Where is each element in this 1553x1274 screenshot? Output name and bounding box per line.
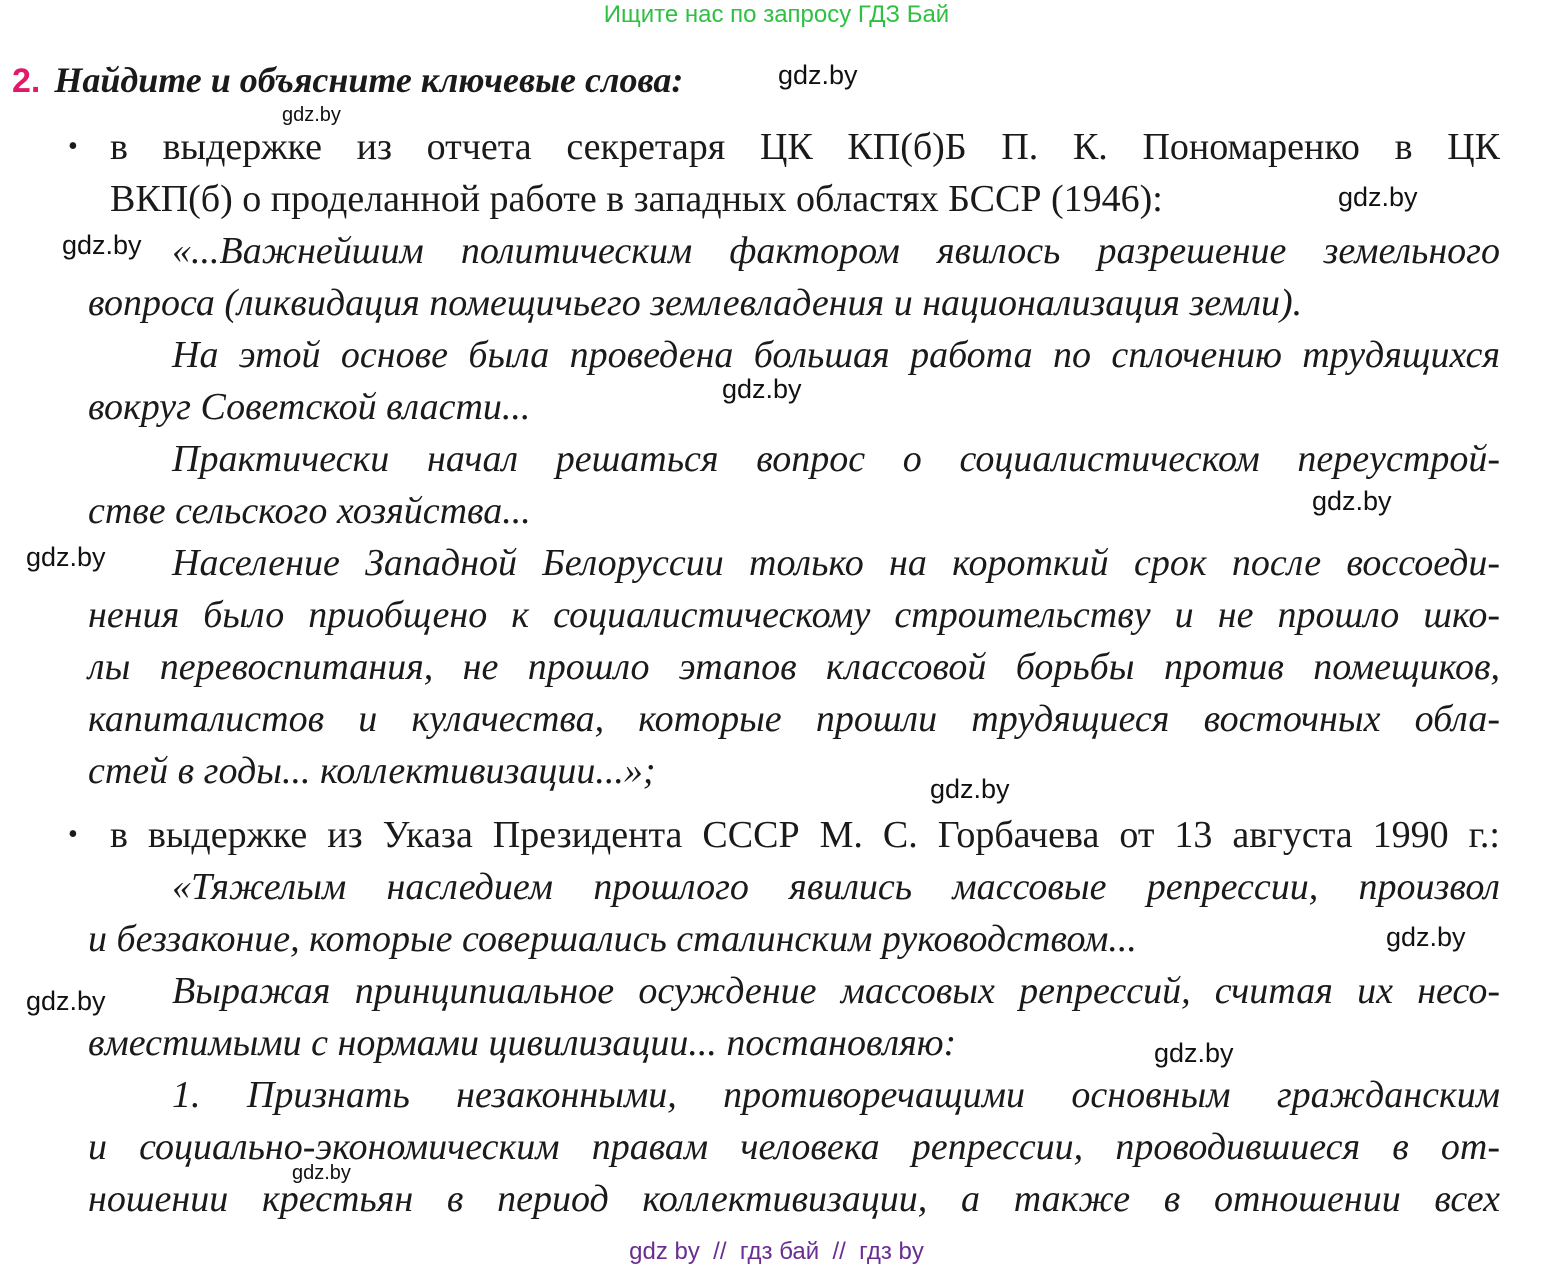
task-title: [12, 58, 683, 103]
quote-line: «Тяжелым наследием прошлого явились массовые репрессии, произвол: [172, 866, 1500, 908]
task-number: 2.: [12, 62, 41, 100]
quote-line: 1. Признать незаконными, противоречащими основным гражданским: [172, 1074, 1500, 1116]
quote-line: вопроса (ликвидация помещичьего землевладения и национализация земли).: [88, 282, 1303, 324]
watermark-text: gdz.by: [1386, 922, 1466, 952]
bullet-marker: •: [68, 131, 78, 162]
watermark-text: gdz.by: [292, 1162, 351, 1184]
quote-line: и социально-экономическим правам человека репрессии, проводившиеся в от-: [88, 1126, 1500, 1168]
quote-line: На этой основе была проведена большая работа по сплочению трудящихся: [172, 334, 1500, 376]
watermark-text: gdz.by: [930, 774, 1010, 804]
watermark-text: gdz.by: [722, 374, 802, 404]
quote-line: капиталистов и кулачества, которые прошли трудящиеся восточных обла-: [88, 698, 1500, 740]
quote-line: и беззаконие, которые совершались сталинским руководством...: [88, 918, 1137, 960]
quote-line: вместимыми с нормами цивилизации... постановляю:: [88, 1022, 957, 1064]
watermark-text: gdz.by: [1154, 1038, 1234, 1068]
watermark-text: gdz.by: [26, 986, 106, 1016]
quote-line: стве сельского хозяйства...: [88, 490, 531, 532]
quote-line: Выражая принципиальное осуждение массовых репрессий, считая их несо-: [172, 970, 1500, 1012]
quote-line: вокруг Советской власти...: [88, 386, 531, 428]
quote-line: «...Важнейшим политическим фактором явилось разрешение земельного: [172, 230, 1500, 272]
watermark-text: gdz.by: [62, 230, 142, 260]
bullet-intro-line: ВКП(б) о проделанной работе в западных областях БССР (1946):: [110, 178, 1163, 220]
quote-line: стей в годы... коллективизации...»;: [88, 750, 656, 792]
watermark-text: gdz.by: [778, 60, 858, 90]
bullet-intro-line: в выдержке из Указа Президента СССР М. С. Горбачева от 13 августа 1990 г.:: [110, 814, 1500, 856]
quote-line: Население Западной Белоруссии только на короткий срок после воссоеди-: [172, 542, 1500, 584]
quote-line: лы перевоспитания, не прошло этапов классовой борьбы против помещиков,: [88, 646, 1500, 688]
watermark-text: gdz.by: [1338, 182, 1418, 212]
watermark-text: gdz.by: [26, 542, 106, 572]
quote-line: ношении крестьян в период коллективизации, а также в отношении всех: [88, 1178, 1500, 1220]
watermark-text: gdz.by: [282, 104, 341, 126]
header-banner: Ищите нас по запросу ГДЗ Бай: [603, 1, 950, 28]
watermark-text: gdz.by: [1312, 486, 1392, 516]
footer-watermark: gdz by // гдз бай // гдз by: [629, 1238, 924, 1265]
task-title-text: Найдите и объясните ключевые слова:: [54, 60, 684, 100]
quote-line: нения было приобщено к социалистическому строительству и не прошло шко-: [88, 594, 1500, 636]
bullet-intro-line: в выдержке из отчета секретаря ЦК КП(б)Б П. К. Пономаренко в ЦК: [110, 126, 1500, 168]
bullet-marker: •: [68, 819, 78, 850]
quote-line: Практически начал решаться вопрос о социалистическом переустрой-: [172, 438, 1500, 480]
